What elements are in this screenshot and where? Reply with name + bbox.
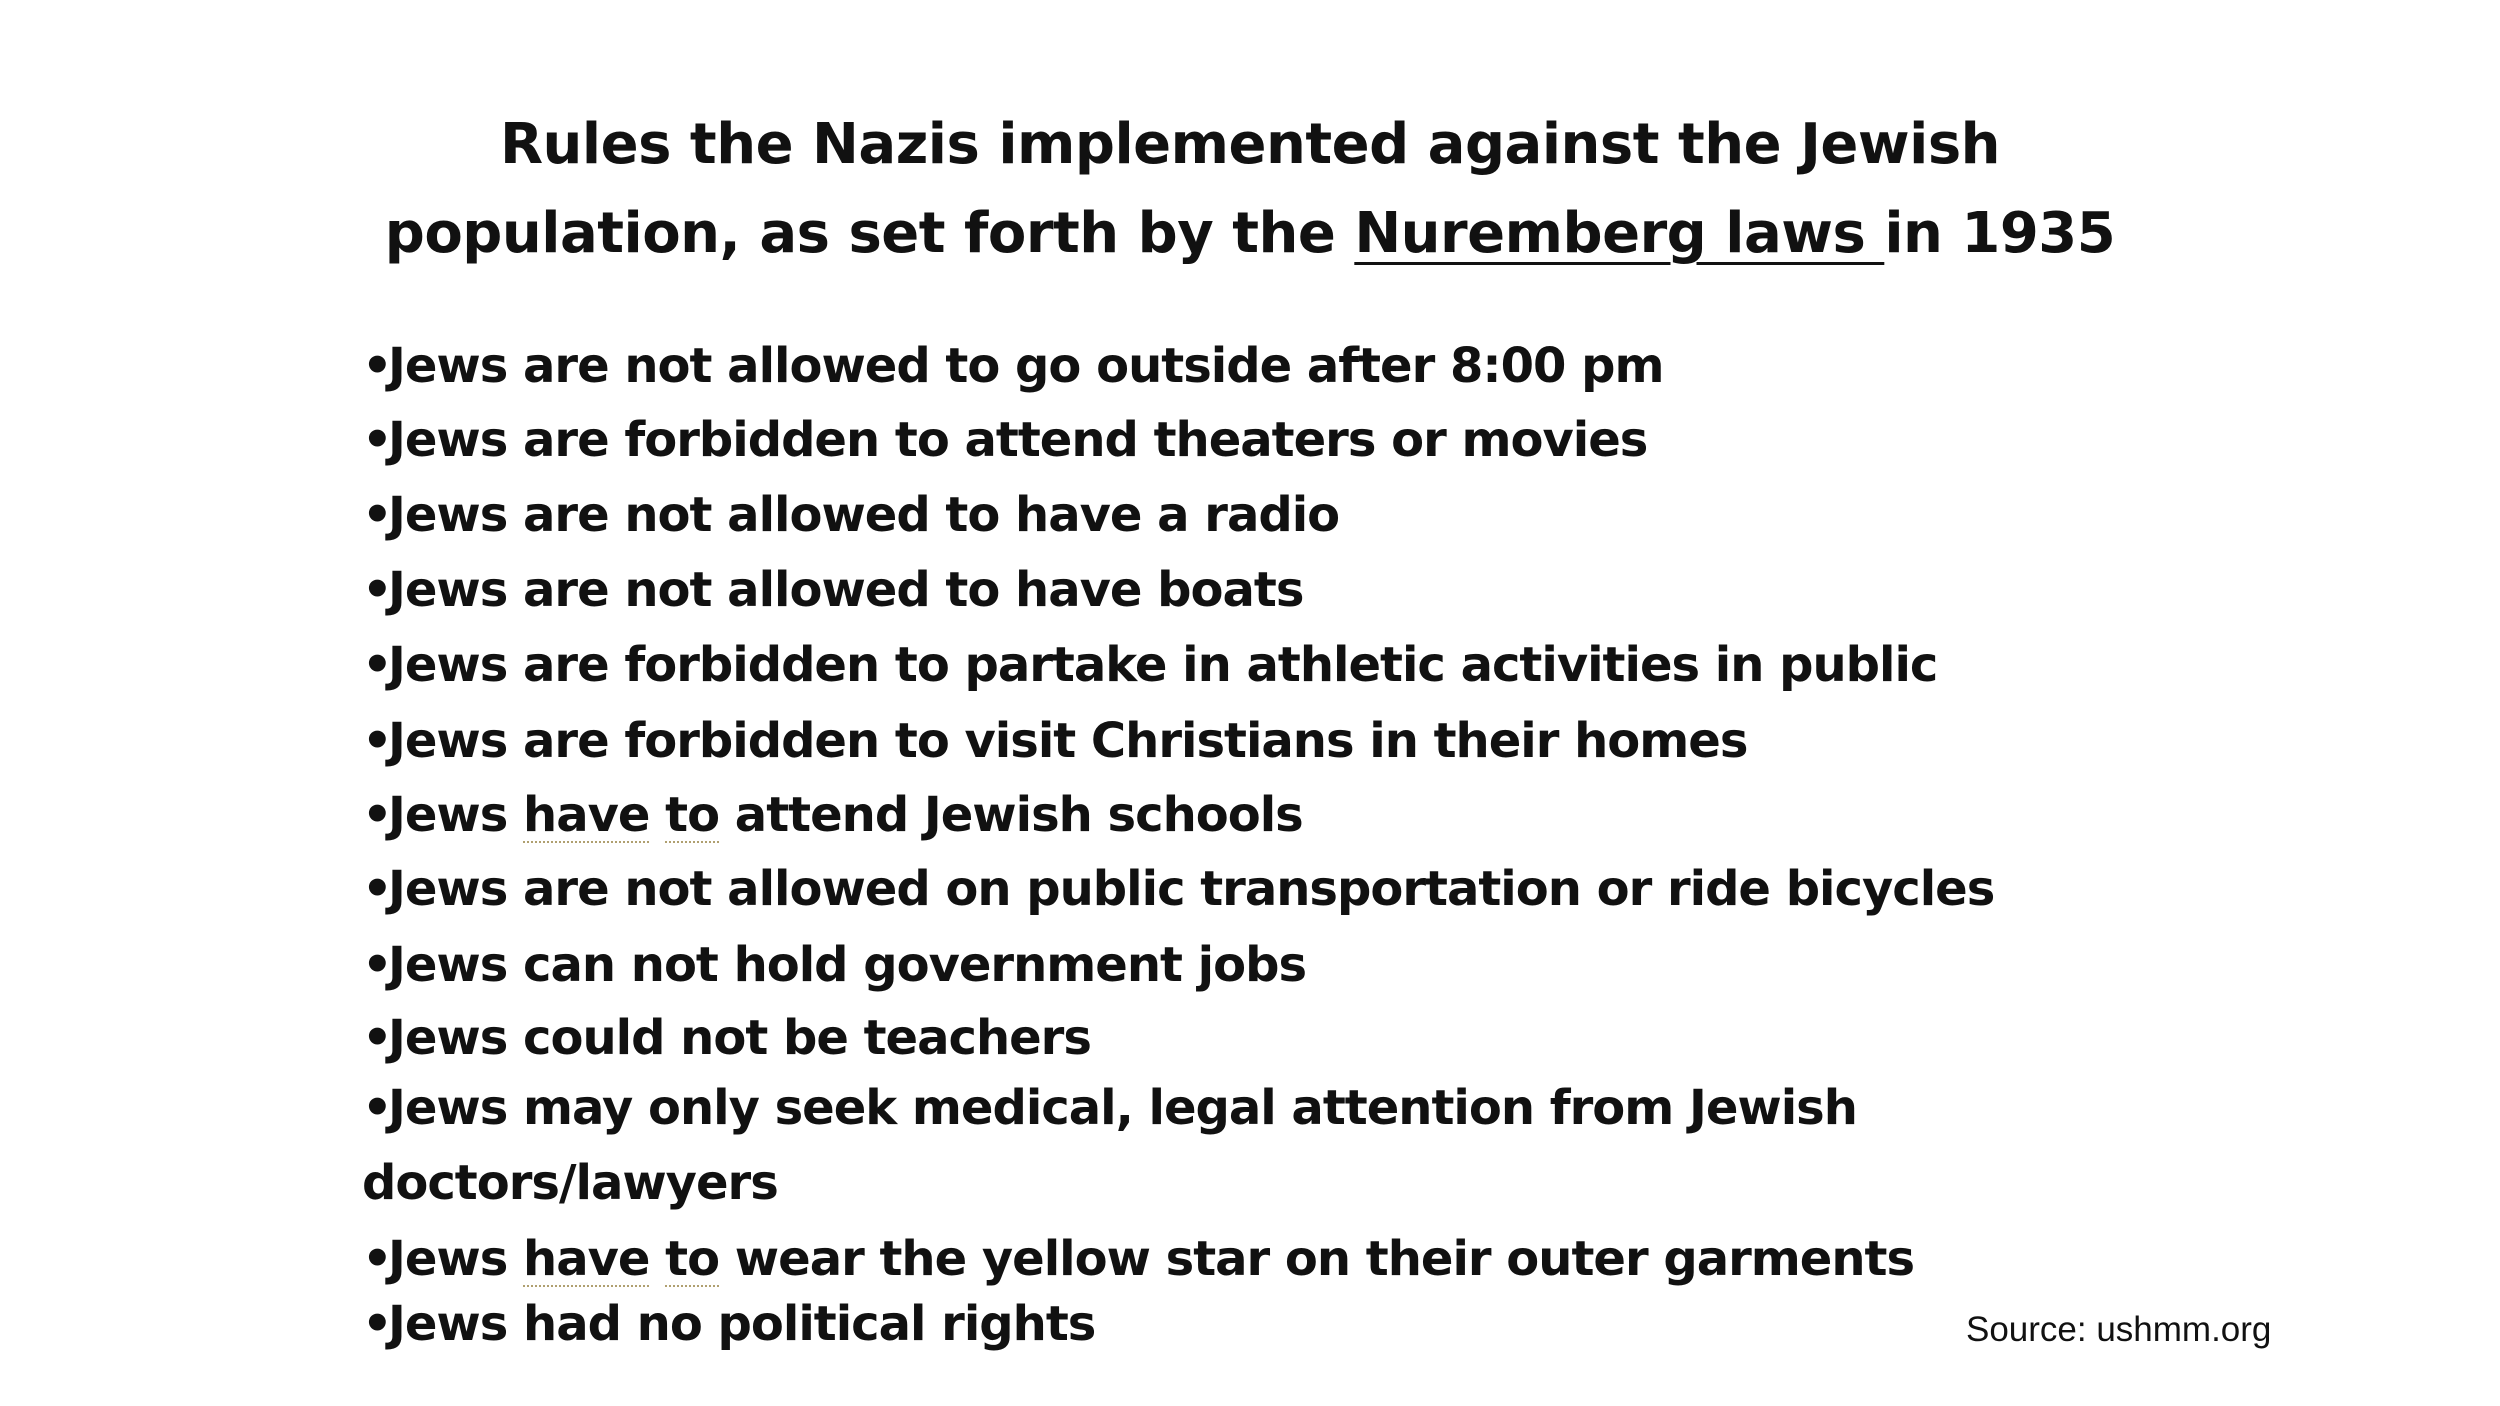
spellcheck-mark: to [665,787,720,843]
list-item [362,1008,1091,1068]
spellcheck-mark: to [665,1231,720,1287]
bullet: • [362,1010,392,1066]
bullet: • [362,787,392,843]
list-item [362,635,1937,695]
list-item [362,1071,1862,1221]
source-caption: Source: ushmm.org [1966,1310,2272,1349]
list-item-text: Jews are forbidden to attend theaters or movies [388,412,1648,468]
list-item [362,336,1663,396]
list-item-text: Jews are not allowed to go outside after 8:00 pm [388,338,1664,394]
bullet: • [362,338,392,394]
page-title [0,100,2500,278]
list-item-text: Jews are not allowed to have boats [388,562,1304,618]
list-item-text-post: wear the yellow star on their outer garments [719,1231,1915,1287]
list-item [362,785,1303,845]
list-item-text: Jews could not be teachers [388,1010,1091,1066]
list-item-text-mid [649,787,665,843]
nuremberg-laws-link[interactable]: Nuremberg laws [1354,201,1885,266]
list-item [362,485,1339,545]
list-item-text: Jews are forbidden to visit Christians in their homes [388,713,1748,769]
list-item-text-mid [649,1231,665,1287]
spellcheck-mark: have [523,787,650,843]
list-item [362,560,1303,620]
list-item-text: Jews are forbidden to partake in athletic activities in public [388,637,1938,693]
bullet: • [362,412,392,468]
list-item-text: Jews are not allowed to have a radio [388,487,1340,543]
bullet: • [362,1231,392,1287]
list-item-text-pre: Jews [388,1231,524,1287]
bullet: • [362,937,392,993]
bullet: • [362,1080,392,1136]
list-item-text: Jews had no political rights [388,1296,1096,1352]
list-item [362,410,1647,470]
list-item [362,859,1994,919]
list-item-text: Jews may only seek medical, legal attention from Jewish doctors/lawyers [362,1080,1857,1211]
bullet: • [362,637,392,693]
list-item-text: Jews are not allowed on public transportation or ride bicycles [388,861,1995,917]
title-line-2-pre: population, as set forth by the [384,201,1355,266]
bullet: • [362,487,392,543]
bullet: • [362,562,392,618]
list-item [362,935,1306,995]
list-item [362,1294,1095,1354]
spellcheck-mark: have [523,1231,650,1287]
list-item [362,711,1747,771]
title-line-2-post: in 1935 [1884,201,2116,266]
title-line-2 [0,189,2500,278]
title-line-1: Rules the Nazis implemented against the Jewish [499,112,2001,177]
bullet: • [362,713,392,769]
list-item [362,1229,1914,1289]
bullet: • [362,1296,392,1352]
list-item-text: Jews can not hold government jobs [388,937,1307,993]
list-item-text-post: attend Jewish schools [719,787,1303,843]
list-item-text-pre: Jews [388,787,524,843]
bullet: • [362,861,392,917]
